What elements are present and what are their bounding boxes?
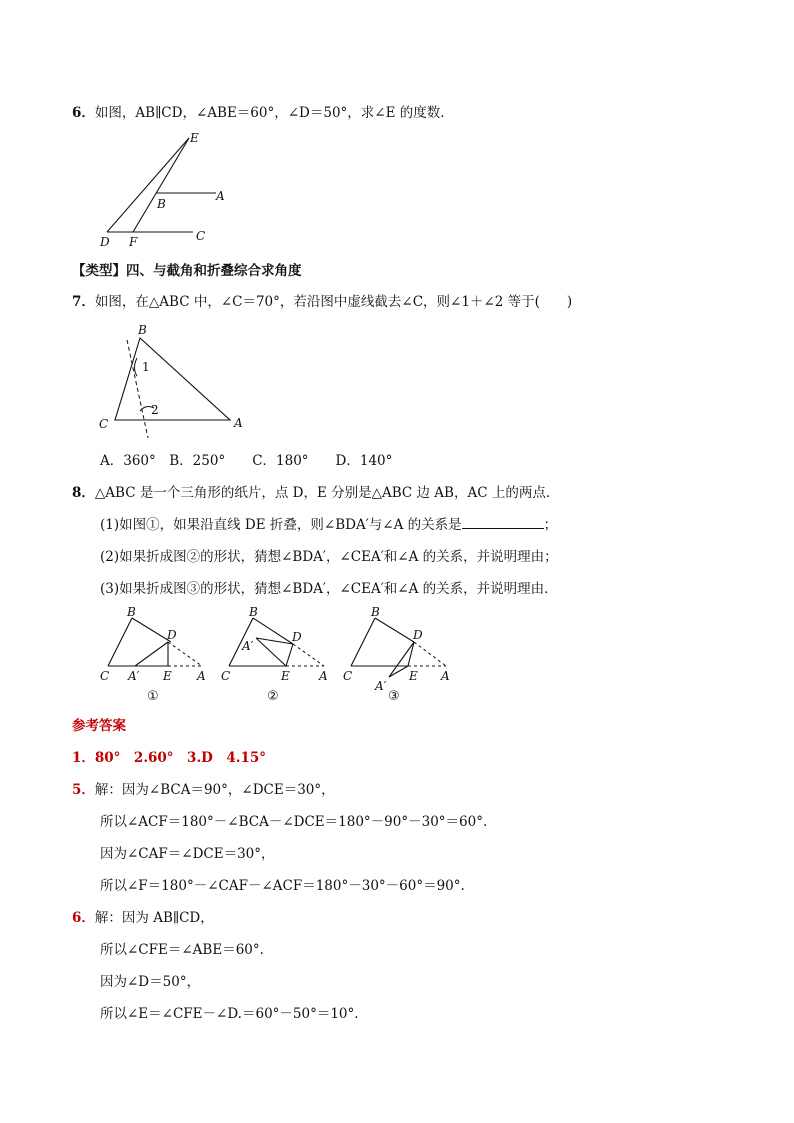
q7-label-b: B [138, 323, 147, 337]
q8-part1-text: (1)如图①，如果沿直线 DE 折叠，则∠BDA′与∠A 的关系是 [100, 517, 462, 533]
answer-5-number: 5． [72, 782, 95, 798]
q7-label-angle-2: 2 [151, 403, 159, 417]
q8-f2-label-d: D [292, 630, 302, 644]
q7-options: A．360° B．250° C．180° D．140° [100, 453, 393, 469]
q8-f3-label-a: A [441, 669, 450, 683]
q8-f1-label-b: B [127, 605, 136, 619]
answer-6-number: 6． [72, 910, 95, 926]
q8-f3-label-d: D [413, 628, 423, 642]
answer-5-line-2: 所以∠ACF＝180°－∠BCA－∠DCE＝180°－90°－30°＝60°. [100, 814, 488, 830]
q8-f1-label-d: D [167, 628, 177, 642]
q8-f2-label-b: B [249, 605, 258, 619]
q7-cut-line [127, 340, 148, 438]
q8-caption-3: ③ [388, 689, 400, 704]
answer-5-line-4: 所以∠F＝180°－∠CAF－∠ACF＝180°－30°－60°＝90°. [100, 878, 465, 894]
q8-f2-label-c: C [221, 669, 231, 683]
q7-triangle [115, 338, 230, 420]
q8-caption-2: ② [267, 689, 279, 704]
q6-label-a: A [216, 189, 225, 203]
q7-label-angle-1: 1 [142, 360, 150, 374]
q7-label-a: A [234, 416, 243, 430]
answers-short: 1．80° 2.60° 3.D 4.15° [72, 750, 266, 766]
answer-6-line-4: 所以∠E＝∠CFE－∠D.＝60°－50°＝10°. [100, 1006, 359, 1022]
q8-figure-3 [340, 604, 460, 694]
section4-title: 【类型】四、与截角和折叠综合求角度 [72, 263, 302, 279]
q8-f1-label-ap: A′ [128, 669, 140, 683]
q8-text: △ABC 是一个三角形的纸片，点 D，E 分别是△ABC 边 AB，AC 上的两点． [94, 485, 560, 501]
q8-caption-1: ① [147, 689, 159, 704]
q8-part2: (2)如果折成图②的形状，猜想∠BDA′，∠CEA′和∠A 的关系，并说明理由； [100, 549, 558, 565]
answers-title: 参考答案 [72, 718, 126, 734]
q8-f2-label-ap: A′ [242, 639, 254, 653]
q6-line-de [107, 138, 189, 232]
q8-f2-label-e: E [281, 669, 290, 683]
q7-text: 如图，在△ABC 中，∠C＝70°，若沿图中虚线截去∠C，则∠1＋∠2 等于( ) [94, 294, 573, 310]
q8-part3: (3)如果折成图③的形状，猜想∠BDA′，∠CEA′和∠A 的关系，并说明理由． [100, 581, 558, 597]
q6-figure [96, 128, 246, 248]
q7-number: 7． [72, 294, 95, 310]
answer-5-text-1: 解：因为∠BCA＝90°，∠DCE＝30°， [94, 782, 335, 798]
q6-label-f: F [129, 235, 138, 249]
answer-6-line-3: 因为∠D＝50°， [100, 974, 201, 990]
answer-5-line-3: 因为∠CAF＝∠DCE＝30°， [100, 846, 275, 862]
q6-label-e: E [190, 131, 199, 145]
q6-label-b: B [157, 197, 166, 211]
q8-part1-answer-blank[interactable] [462, 516, 544, 529]
answer-5-line-1 [72, 781, 335, 799]
q8-part1 [100, 516, 557, 534]
q6-number: 6． [72, 105, 95, 121]
q8-text-line [72, 484, 559, 502]
q8-f2-label-a: A [319, 669, 328, 683]
q8-f1-label-a: A [197, 669, 206, 683]
q7-text-line [72, 293, 572, 311]
q6-line-fe [133, 138, 189, 232]
q7-figure [96, 318, 256, 443]
answer-6-text-1: 解：因为 AB∥CD， [94, 910, 214, 926]
q8-part1-end: ； [543, 517, 558, 533]
q6-text-line [72, 104, 454, 122]
q8-figure-2 [218, 604, 338, 684]
q8-figure-1 [96, 604, 216, 684]
q6-label-d: D [100, 235, 110, 249]
q8-f3-label-c: C [343, 669, 353, 683]
q8-f3-label-b: B [371, 605, 380, 619]
answer-6-line-2: 所以∠CFE＝∠ABE＝60°. [100, 942, 264, 958]
q7-label-c: C [99, 417, 109, 431]
q8-f1-label-c: C [100, 669, 110, 683]
q8-f3-label-e: E [409, 669, 418, 683]
q6-label-c: C [196, 229, 206, 243]
answer-6-line-1 [72, 909, 214, 927]
q8-f3-label-ap: A′ [375, 679, 387, 693]
q8-f1-label-e: E [163, 669, 172, 683]
q7-angle-arc-1 [135, 358, 138, 376]
q6-text: 如图，AB∥CD，∠ABE＝60°，∠D＝50°，求∠E 的度数． [94, 105, 454, 121]
q8-number: 8． [72, 485, 95, 501]
